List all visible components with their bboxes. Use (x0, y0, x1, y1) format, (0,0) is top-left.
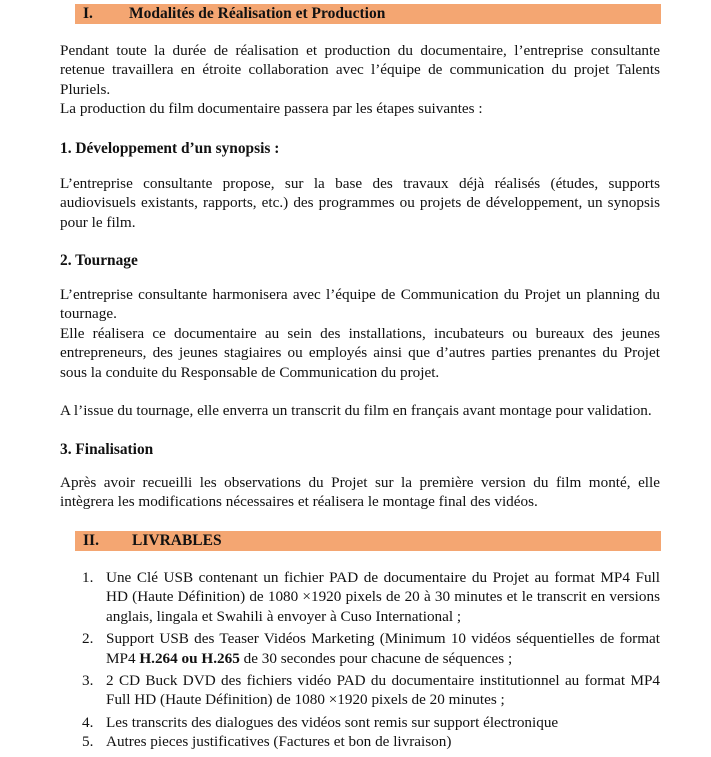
deliverables-list (60, 568, 660, 752)
list-item (60, 732, 660, 751)
section-title: LIVRABLES (132, 532, 222, 549)
section-title: Modalités de Réalisation et Production (129, 5, 386, 22)
list-item-text: Autres pieces justificatives (Factures et bon de livraison) (106, 733, 452, 751)
intro-text: Pendant toute la durée de réalisation et production du documentaire, l’entreprise consultante retenue travaillera en étroite collaboration avec l’équipe de communication du projet Talents Pluriels. (60, 42, 660, 98)
list-item-text-part: de 30 secondes pour chacune de séquences ; (239, 649, 513, 667)
list-item-text-part: Support USB des Teaser Vidéos Marketing (Minimum 10 vidéos séquentielles de format MP4 (106, 630, 660, 667)
list-item-number: 2. (82, 630, 94, 648)
tournage-transcript-paragraph (60, 401, 660, 420)
list-item-text (106, 630, 660, 666)
step-heading-tournage: 2. Tournage (60, 252, 138, 269)
list-item-number: 4. (82, 713, 94, 731)
synopsis-paragraph (60, 174, 660, 232)
intro-paragraph (60, 41, 660, 119)
finalisation-text: Après avoir recueilli les observations du Projet sur la première version du film monté, elle intègrera les modifications nécessaires et réalisera le montage final des vidéos. (60, 474, 660, 511)
tournage-paragraph (60, 285, 660, 382)
list-item (60, 671, 660, 710)
list-item-number: 1. (82, 569, 94, 586)
section-heading-modalites (75, 4, 661, 24)
section-number: II. (83, 532, 99, 549)
codec-h264: H.264 (139, 649, 178, 667)
list-item-text: 2 CD Buck DVD des fichiers vidéo PAD du documentaire institutionnel au format MP4 Full HD (Haute Définition) de 1080 ×1920 pixels de 20 minutes ; (106, 672, 660, 709)
section-heading-livrables (75, 531, 661, 551)
section-number: I. (83, 5, 93, 22)
list-item (60, 713, 660, 732)
synopsis-text: L’entreprise consultante propose, sur la base des travaux déjà réalisés (études, supports audiovisuels existants, rapports, etc.) des programmes ou projets de développement, un synopsis pour le film. (60, 175, 660, 231)
list-item-text: Une Clé USB contenant un fichier PAD de documentaire du Projet au format MP4 Full HD (Haute Définition) de 1080 ×1920 pixels de 20 à 30 minutes et le transcrit en versions anglais, lingala et Swahili à envoyer à Cuso International ; (106, 569, 660, 625)
tournage-planning-text: L’entreprise consultante harmonisera avec l’équipe de Communication du Projet un planning du tournage. (60, 286, 660, 323)
list-item-text: Les transcrits des dialogues des vidéos sont remis sur support électronique (106, 713, 559, 731)
list-item-number: 5. (82, 733, 94, 751)
step-heading-synopsis: 1. Développement d’un synopsis : (60, 140, 280, 157)
intro-steps-text: La production du film documentaire passera par les étapes suivantes : (60, 100, 483, 118)
finalisation-paragraph (60, 473, 660, 512)
list-item (60, 629, 660, 668)
tournage-transcript-text: A l’issue du tournage, elle enverra un transcrit du film en français avant montage pour validation. (60, 402, 652, 419)
codec-h265: H.265 (201, 649, 240, 667)
codec-separator: ou (177, 649, 202, 667)
list-item-number: 3. (82, 672, 94, 690)
step-heading-finalisation: 3. Finalisation (60, 441, 154, 458)
tournage-location-text: Elle réalisera ce documentaire au sein des installations, incubateurs ou bureaux des jeunes entrepreneurs, des jeunes stagiaires ou employés ainsi que d’autres parties prenantes du Projet sous la conduite du Responsable de Communication du projet. (60, 324, 660, 381)
list-item (60, 568, 660, 626)
